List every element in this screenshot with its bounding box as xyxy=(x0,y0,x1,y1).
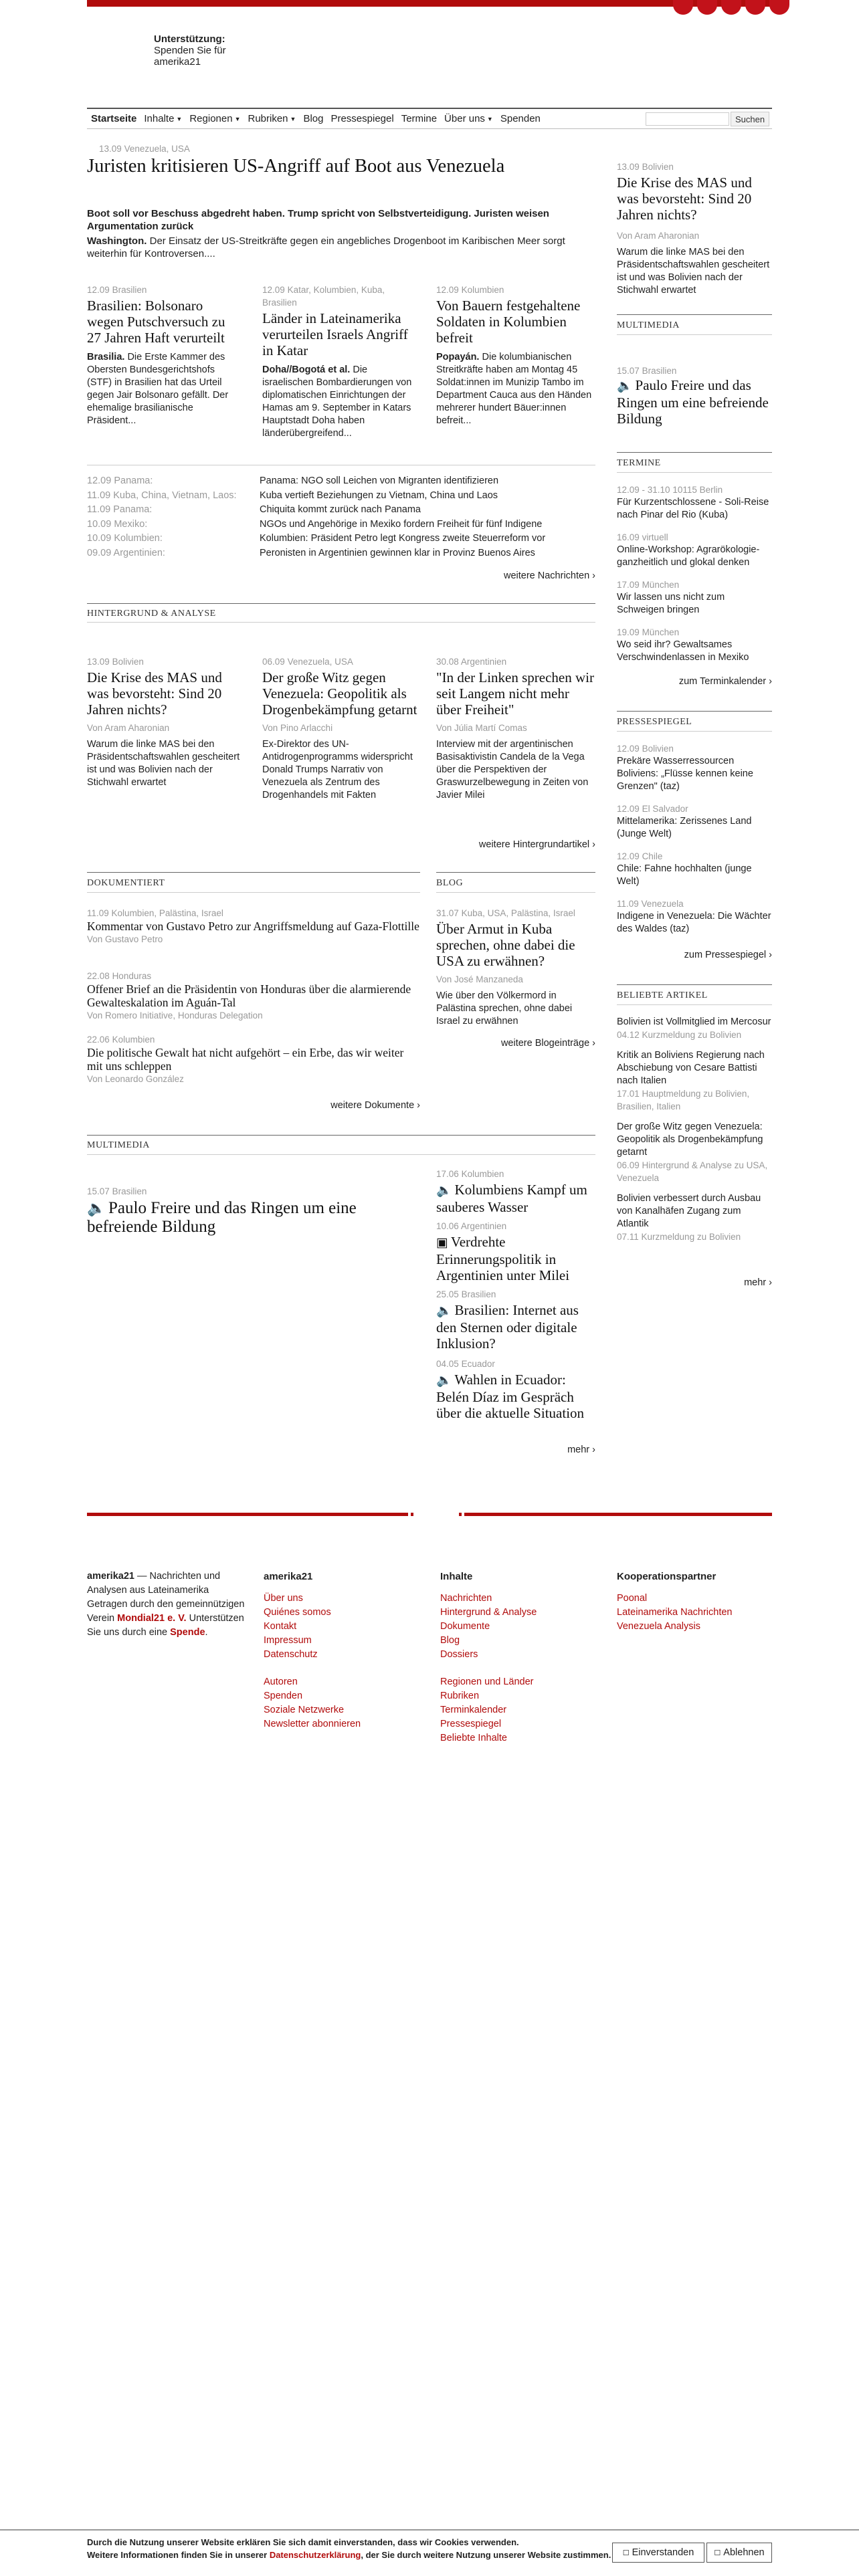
side-mm-date: 15.07 xyxy=(617,366,640,376)
divider xyxy=(617,472,772,473)
popular-meta: 07.11 Kurzmeldung zu Bolivien xyxy=(617,1232,741,1242)
nav-inhalte[interactable] xyxy=(144,113,182,124)
nav-pressespiegel[interactable]: Pressespiegel xyxy=(330,113,394,124)
doc-author[interactable]: Von Romero Initiative, Honduras Delegation xyxy=(87,1010,263,1021)
mm-location[interactable]: Ecuador xyxy=(461,1359,495,1369)
caret-down-icon: ▼ xyxy=(486,116,493,123)
short-location: Kuba, China, Vietnam, Laos: xyxy=(113,490,237,501)
footer-about-text: — Nachrichten und Analysen aus Lateinamerika Getragen durch den gemeinnützigen Verein xyxy=(87,1571,245,1624)
lead-date: 13.09 xyxy=(99,144,122,154)
popular-meta: 04.12 Kurzmeldung zu Bolivien xyxy=(617,1030,742,1040)
event-date: 16.09 xyxy=(617,532,640,542)
sidebar-label-termine[interactable]: TERMINE xyxy=(617,458,661,468)
press-title[interactable]: Mittelamerika: Zerissenes Land (Junge Welt) xyxy=(617,816,752,839)
mm-date: 04.05 xyxy=(436,1359,459,1369)
bg-text: Warum die linke MAS bei den Präsidentschaftswahlen gescheitert ist und was Bolivien nach der Stichwahl erwartet xyxy=(87,739,240,788)
press-title[interactable]: Chile: Fahne hochhalten (junge Welt) xyxy=(617,863,752,887)
list-item[interactable] xyxy=(87,518,595,532)
cookie-text3: , der Sie durch weitere Nutzung unserer Website zustimmen. xyxy=(361,2550,611,2560)
search-input[interactable] xyxy=(646,112,729,126)
news-title[interactable]: Von Bauern festgehaltene Soldaten in Kolumbien befreit xyxy=(436,298,581,346)
privacy-link[interactable]: Datenschutzerklärung xyxy=(269,2550,361,2560)
sidebar-presse-list xyxy=(617,742,772,945)
speaker-icon: 🔈 xyxy=(436,1184,452,1198)
cookie-text2: Weitere Informationen finden Sie in unserer xyxy=(87,2550,270,2560)
news-item xyxy=(262,284,420,440)
event-location: München xyxy=(642,627,680,637)
press-item[interactable] xyxy=(617,897,772,936)
sidebar-label-presse[interactable]: PRESSESPIEGEL xyxy=(617,717,692,727)
bg-date: 30.08 xyxy=(436,657,459,667)
news-location[interactable]: Kolumbien xyxy=(461,285,504,295)
sidebar-top-article xyxy=(617,160,772,297)
more-news-link[interactable]: weitere Nachrichten › xyxy=(504,570,595,581)
short-date: 10.09 xyxy=(87,518,112,530)
doc-title[interactable]: Die politische Gewalt hat nicht aufgehört – ein Erbe, das wir weiter mit uns schleppen xyxy=(87,1046,404,1073)
footer-link[interactable]: Lateinamerika Nachrichten xyxy=(617,1607,733,1618)
mm-location[interactable]: Brasilien xyxy=(112,1186,147,1196)
side-top-text: Warum die linke MAS bei den Präsidentschaftswahlen gescheitert ist und was Bolivien nach der Stichwahl erwartet xyxy=(617,247,770,296)
news-date: 12.09 xyxy=(87,285,110,295)
sidebar-popular-list xyxy=(617,1016,772,1251)
cookie-accept-button[interactable] xyxy=(612,2543,704,2563)
event-location: München xyxy=(642,580,680,590)
doc-author[interactable]: Von Leonardo González xyxy=(87,1074,184,1084)
event-title[interactable]: Wo seid ihr? Gewaltsames Verschwindenlassen in Mexiko xyxy=(617,639,749,663)
footer-support-text: Unterstützen Sie uns durch eine xyxy=(87,1613,244,1638)
press-item[interactable] xyxy=(617,742,772,793)
popular-title[interactable]: Bolivien ist Vollmitglied im Mercosur xyxy=(617,1016,771,1027)
divider xyxy=(617,731,772,732)
footer-about: amerika21 — Nachrichten und Analysen aus Lateinamerika Getragen durch den gemeinnützigen Verein Mondial21 e. V. Unterstützen Sie uns durch eine Spende. xyxy=(87,1571,245,1638)
speaker-icon: 🔈 xyxy=(436,1374,452,1388)
mm-date: 15.07 xyxy=(87,1186,110,1196)
popular-meta: 17.01 Hauptmeldung zu Bolivien, Brasilien, Italien xyxy=(617,1089,750,1111)
popular-item[interactable] xyxy=(617,1016,772,1041)
news-place: Doha//Bogotá et al. xyxy=(262,364,351,375)
footer-col1-title: amerika21 xyxy=(264,1571,313,1582)
short-date: 10.09 xyxy=(87,533,112,544)
mm-title[interactable]: Kolumbiens Kampf um sauberes Wasser xyxy=(436,1182,587,1215)
divider xyxy=(436,892,595,893)
news-item xyxy=(87,284,242,427)
footer-link[interactable]: Regionen und Länder xyxy=(440,1677,534,1687)
news-place: Popayán. xyxy=(436,352,480,362)
mm-location[interactable]: Brasilien xyxy=(461,1289,496,1299)
mm-title-wrap[interactable] xyxy=(436,1234,595,1283)
popular-title[interactable]: Der große Witz gegen Venezuela: Geopolitik als Drogenbekämpfung getarnt xyxy=(617,1121,763,1158)
footer-link[interactable]: Impressum xyxy=(264,1635,312,1646)
social-icons xyxy=(673,0,789,15)
popular-title[interactable]: Kritik an Boliviens Regierung nach Abschiebung von Cesare Battisti nach Italien xyxy=(617,1050,765,1086)
speaker-icon: 🔈 xyxy=(87,1200,106,1216)
divider xyxy=(87,1154,595,1155)
lead-location[interactable]: Venezuela, USA xyxy=(124,144,190,154)
short-date: 12.09 xyxy=(87,475,112,486)
caret-down-icon: ▼ xyxy=(176,116,183,123)
short-date: 11.09 xyxy=(87,504,111,515)
footer-brand: amerika21 xyxy=(87,1571,134,1582)
side-mm-title[interactable]: Paulo Freire und das Ringen um eine befreiende Bildung xyxy=(617,377,769,427)
event-item[interactable] xyxy=(617,626,772,664)
event-title[interactable]: Online-Workshop: Agrarökologie-ganzheitlich und glokal denken xyxy=(617,544,760,568)
nav-regionen-label: Regionen xyxy=(189,113,233,124)
press-date: 12.09 xyxy=(617,851,640,861)
lead-title[interactable]: Juristen kritisieren US-Angriff auf Boot aus Venezuela xyxy=(87,156,505,177)
news-place: Brasilia. xyxy=(87,352,125,362)
footer-link[interactable]: Kontakt xyxy=(264,1621,297,1632)
document-item xyxy=(87,907,420,946)
nav-blog[interactable]: Blog xyxy=(303,113,324,124)
doc-location[interactable]: Honduras xyxy=(112,971,152,981)
more-background-link[interactable]: weitere Hintergrundartikel › xyxy=(478,839,595,850)
news-text: Die israelischen Bombardierungen von diplomatischen Einrichtungen der Hamas am 9. September in Katars Hauptstadt Doha haben länderübergreifend... xyxy=(262,364,412,439)
side-mm-location[interactable]: Brasilien xyxy=(642,366,677,376)
footer-accent-line xyxy=(87,1513,408,1516)
bg-location[interactable]: Venezuela, USA xyxy=(287,657,353,667)
bg-title[interactable]: Die Krise des MAS und was bevorsteht: Sind 20 Jahren nichts? xyxy=(87,669,222,718)
mm-title-wrap[interactable] xyxy=(436,1372,595,1421)
search-button[interactable]: Suchen xyxy=(731,112,769,126)
mm-main-title-wrap[interactable] xyxy=(87,1199,420,1237)
sidebar-label-multimedia[interactable]: MULTIMEDIA xyxy=(617,320,680,330)
more-blog-link[interactable]: weitere Blogeinträge › xyxy=(500,1038,595,1049)
lead-subtitle: Boot soll vor Beschuss abgedreht haben. Trump spricht von Selbstverteidigung. Juristen weisen Argumentation zurück xyxy=(87,208,549,232)
bg-author[interactable]: Von Pino Arlacchi xyxy=(262,723,333,733)
short-title[interactable]: Kuba vertieft Beziehungen zu Vietnam, China und Laos xyxy=(260,490,498,501)
checkbox-icon: ☐ xyxy=(714,2549,721,2557)
footer-col-amerika21 xyxy=(264,1570,417,1731)
short-date: 11.09 xyxy=(87,490,111,501)
footer-link[interactable]: Beliebte Inhalte xyxy=(440,1733,507,1743)
news-date: 12.09 xyxy=(262,285,285,295)
list-item[interactable] xyxy=(87,474,595,489)
short-location: Panama: xyxy=(114,475,153,486)
side-location[interactable]: Bolivien xyxy=(642,162,674,172)
support-line2: amerika21 xyxy=(154,56,201,68)
multimedia-item xyxy=(436,1220,595,1283)
lead-place: Washington. xyxy=(87,235,147,247)
event-title[interactable]: Für Kurzentschlossene - Soli-Reise nach Pinar del Rio (Kuba) xyxy=(617,497,769,520)
social-icon[interactable] xyxy=(721,0,741,15)
cookie-accept-label: Einverstanden xyxy=(632,2547,694,2558)
cookie-decline-button[interactable] xyxy=(706,2543,772,2563)
news-text: Die kolumbianischen Streitkräfte haben am Montag 45 Soldat:innen im Munizip Tambo im Department Cauca aus den Händen mehrerer hundert Bäuer:innen befreit... xyxy=(436,352,592,426)
doc-date: 22.06 xyxy=(87,1035,110,1045)
section-label-multimedia[interactable]: MULTIMEDIA xyxy=(87,1140,150,1150)
bg-title[interactable]: "In der Linken sprechen wir seit Langem nicht mehr über Freiheit" xyxy=(436,669,594,718)
footer-link[interactable]: Hintergrund & Analyse xyxy=(440,1607,537,1618)
press-location: Venezuela xyxy=(641,899,684,909)
side-top-author[interactable]: Von Aram Aharonian xyxy=(617,231,700,241)
footer-col3-title: Kooperationspartner xyxy=(617,1571,717,1582)
cookie-text1: Durch die Nutzung unserer Website erklären Sie sich damit einverstanden, dass wir Cookies verwenden. xyxy=(87,2537,519,2547)
popular-more-link[interactable]: mehr › xyxy=(744,1277,772,1288)
footer-link[interactable]: Nachrichten xyxy=(440,1593,492,1604)
footer-accent-line xyxy=(411,1513,413,1516)
short-title[interactable]: Chiquita kommt zurück nach Panama xyxy=(260,504,421,515)
footer-link[interactable]: Venezuela Analysis xyxy=(617,1621,700,1632)
cookie-text xyxy=(87,2536,622,2561)
mm-main-title[interactable]: Paulo Freire und das Ringen um eine befreiende Bildung xyxy=(87,1199,357,1236)
press-location: El Salvador xyxy=(642,804,688,814)
multimedia-item xyxy=(436,1168,595,1215)
divider xyxy=(87,872,420,873)
nav-ueber-uns[interactable] xyxy=(444,113,493,124)
list-item[interactable] xyxy=(87,503,595,518)
footer-link[interactable]: Newsletter abonnieren xyxy=(264,1719,361,1729)
mm-title[interactable]: Verdrehte Erinnerungspolitik in Argentinien unter Milei xyxy=(436,1234,570,1283)
popular-title[interactable]: Bolivien verbessert durch Ausbau von Kanalhäfen Zugang zum Atlantik xyxy=(617,1193,761,1229)
cookie-banner xyxy=(0,2529,859,2576)
press-title[interactable]: Indigene in Venezuela: Die Wächter des Waldes (taz) xyxy=(617,911,771,934)
doc-author[interactable]: Von Gustavo Petro xyxy=(87,934,163,944)
divider xyxy=(87,622,595,623)
event-date: 17.09 xyxy=(617,580,640,590)
footer-accent-line xyxy=(459,1513,462,1516)
press-date: 12.09 xyxy=(617,744,640,754)
short-location: Argentinien: xyxy=(113,547,165,558)
bg-date: 13.09 xyxy=(87,657,110,667)
social-icon[interactable] xyxy=(673,0,693,15)
news-location[interactable]: Brasilien xyxy=(112,285,147,295)
blog-date: 31.07 xyxy=(436,908,459,918)
short-location: Panama: xyxy=(113,504,153,515)
list-item[interactable] xyxy=(87,489,595,504)
footer-col-inhalte xyxy=(440,1570,594,1745)
nav-rubriken-label: Rubriken xyxy=(248,113,288,124)
mm-location[interactable]: Kolumbien xyxy=(461,1169,504,1179)
footer-link[interactable]: Poonal xyxy=(617,1593,648,1604)
divider xyxy=(87,603,595,604)
divider xyxy=(617,314,772,315)
divider xyxy=(617,334,772,335)
news-text: Die Erste Kammer des Obersten Bundesgerichtshofs (STF) in Brasilien hat das Urteil gegen Jair Bolsonaro gefällt. Der ehemalige brasilianische Präsident... xyxy=(87,352,229,426)
footer-accent-line xyxy=(464,1513,772,1516)
support-line1: Spenden Sie für xyxy=(154,45,226,56)
footer-link[interactable]: Dossiers xyxy=(440,1649,478,1660)
checkbox-icon: ☐ xyxy=(622,2549,630,2557)
press-location: Bolivien xyxy=(642,744,674,754)
bg-title[interactable]: Der große Witz gegen Venezuela: Geopolitik als Drogenbekämpfung getarnt xyxy=(262,669,417,718)
nav-regionen[interactable] xyxy=(189,113,240,124)
list-item[interactable] xyxy=(87,546,595,561)
presse-more-link[interactable]: zum Pressespiegel › xyxy=(684,950,772,960)
news-location[interactable]: Katar, Kolumbien, Kuba, Brasilien xyxy=(262,285,385,308)
short-title[interactable]: Peronisten in Argentinien gewinnen klar in Provinz Buenos Aires xyxy=(260,547,535,558)
nav-termine[interactable]: Termine xyxy=(401,113,438,124)
background-item xyxy=(262,655,420,802)
doc-date: 11.09 xyxy=(87,908,109,918)
speaker-icon: 🔈 xyxy=(617,379,633,393)
mm-title[interactable]: Brasilien: Internet aus den Sternen oder digitale Inklusion? xyxy=(436,1302,579,1352)
mm-date: 25.05 xyxy=(436,1289,459,1299)
footer-link[interactable]: Dokumente xyxy=(440,1621,490,1632)
social-icon[interactable] xyxy=(697,0,717,15)
news-item xyxy=(436,284,595,427)
lead-text: Der Einsatz der US-Streitkräfte gegen ein angebliches Drogenboot im Karibischen Meer sorgt weiterhin für Kontroversen.... xyxy=(87,235,565,259)
more-documents-link[interactable]: weitere Dokumente › xyxy=(330,1100,420,1111)
blog-text: Wie über den Völkermord in Palästina sprechen, ohne dabei Israel zu erwähnen xyxy=(436,990,573,1027)
list-item[interactable] xyxy=(87,532,595,546)
press-title[interactable]: Prekäre Wasserressourcen Boliviens: „Flüsse kennen keine Grenzen" (taz) xyxy=(617,756,753,792)
bg-text: Interview mit der argentinischen Basisaktivistin Candela de la Vega über die Perspektiven der Graswurzelbewegung in Zeiten von Javier Milei xyxy=(436,739,589,800)
bg-text: Ex-Direktor des UN-Antidrogenprogramms widerspricht Donald Trumps Narrativ von Venezuela als Zentrum des Drogenhandels mit Fakten xyxy=(262,739,413,800)
popular-item[interactable] xyxy=(617,1192,772,1243)
press-item[interactable] xyxy=(617,850,772,888)
footer-link[interactable]: Soziale Netzwerke xyxy=(264,1705,345,1715)
footer-link[interactable]: Quiénes somos xyxy=(264,1607,331,1618)
bg-location[interactable]: Argentinien xyxy=(460,657,507,667)
divider xyxy=(436,872,595,873)
bg-location[interactable]: Bolivien xyxy=(112,657,144,667)
blog-location[interactable]: Kuba, USA, Palästina, Israel xyxy=(461,908,575,918)
press-date: 12.09 xyxy=(617,804,640,814)
sidebar-label-beliebt[interactable]: BELIEBTE ARTIKEL xyxy=(617,990,708,1000)
top-accent-bar xyxy=(87,0,772,7)
press-item[interactable] xyxy=(617,802,772,841)
main-navigation xyxy=(87,108,772,129)
document-item xyxy=(87,1033,420,1085)
section-label-hintergrund[interactable]: HINTERGRUND & ANALYSE xyxy=(87,609,216,619)
document-item xyxy=(87,970,420,1022)
support-title: Unterstützung: xyxy=(154,33,225,45)
popular-item[interactable] xyxy=(617,1121,772,1184)
background-item xyxy=(87,655,245,789)
mm-location[interactable]: Argentinien xyxy=(460,1221,507,1231)
nav-ueber-uns-label: Über uns xyxy=(444,113,485,124)
event-location: virtuell xyxy=(642,532,668,542)
footer-col-partner xyxy=(617,1570,772,1634)
side-date: 13.09 xyxy=(617,162,640,172)
press-date: 11.09 xyxy=(617,899,639,909)
event-location: Berlin xyxy=(699,485,723,495)
nav-inhalte-label: Inhalte xyxy=(144,113,175,124)
mm-date: 10.06 xyxy=(436,1221,459,1231)
doc-title[interactable]: Offener Brief an die Präsidentin von Honduras über die alarmierende Gewalteskalation im Aguán-Tal xyxy=(87,982,411,1009)
bg-date: 06.09 xyxy=(262,657,285,667)
lead-meta xyxy=(99,142,190,155)
background-item xyxy=(436,655,595,802)
event-date: 12.09 - 31.10 10115 xyxy=(617,485,697,495)
event-date: 19.09 xyxy=(617,627,640,637)
event-item[interactable] xyxy=(617,578,772,617)
footer-link[interactable]: Über uns xyxy=(264,1593,303,1604)
divider xyxy=(617,452,772,453)
multimedia-item xyxy=(436,1358,595,1421)
event-title[interactable]: Wir lassen uns nicht zum Schweigen bringen xyxy=(617,592,725,615)
short-title[interactable]: NGOs und Angehörige in Mexiko fordern Freiheit für fünf Indigene xyxy=(260,518,543,530)
short-location: Mexiko: xyxy=(114,518,148,530)
social-icon[interactable] xyxy=(769,0,789,15)
blog-title[interactable]: Über Armut in Kuba sprechen, ohne dabei die USA zu erwähnen? xyxy=(436,921,575,969)
footer-link[interactable]: Autoren xyxy=(264,1677,298,1687)
termine-more-link[interactable]: zum Terminkalender › xyxy=(678,676,772,687)
multimedia-main xyxy=(87,1185,420,1237)
section-label-blog[interactable]: BLOG xyxy=(436,878,464,888)
short-news-list xyxy=(87,474,595,560)
short-title[interactable]: Panama: NGO soll Leichen von Migranten identifizieren xyxy=(260,475,499,486)
popular-meta: 06.09 Hintergrund & Analyse zu USA, Venezuela xyxy=(617,1160,768,1183)
mm-date: 17.06 xyxy=(436,1169,459,1179)
divider xyxy=(87,892,420,893)
lead-teaser xyxy=(87,235,599,260)
section-label-dokumentiert[interactable]: DOKUMENTIERT xyxy=(87,878,165,888)
doc-date: 22.08 xyxy=(87,971,110,981)
footer-col2-title: Inhalte xyxy=(440,1571,473,1582)
divider xyxy=(617,1004,772,1005)
caret-down-icon: ▼ xyxy=(290,116,296,123)
footer-link[interactable]: Terminkalender xyxy=(440,1705,507,1715)
news-title[interactable]: Brasilien: Bolsonaro wegen Putschversuch zu 27 Jahren Haft verurteilt xyxy=(87,298,225,346)
event-item[interactable] xyxy=(617,484,772,522)
side-top-title[interactable]: Die Krise des MAS und was bevorsteht: Sind 20 Jahren nichts? xyxy=(617,175,752,223)
doc-title[interactable]: Kommentar von Gustavo Petro zur Angriffsmeldung auf Gaza-Flottille xyxy=(87,920,419,933)
divider xyxy=(87,1135,595,1136)
speaker-icon: 🔈 xyxy=(436,1304,452,1318)
video-icon: ▣ xyxy=(436,1236,448,1250)
short-location: Kolumbien: xyxy=(114,533,163,544)
divider xyxy=(617,984,772,985)
side-mm-title-wrap[interactable] xyxy=(617,377,772,427)
doc-location[interactable]: Kolumbien xyxy=(112,1035,155,1045)
footer-verein-link[interactable]: Mondial21 e. V. xyxy=(117,1613,187,1624)
short-date: 09.09 xyxy=(87,547,112,558)
footer-link[interactable]: Blog xyxy=(440,1635,460,1646)
caret-down-icon: ▼ xyxy=(234,116,241,123)
short-title[interactable]: Kolumbien: Präsident Petro legt Kongress zweite Steuerreform vor xyxy=(260,533,546,544)
mm-title-wrap[interactable] xyxy=(436,1302,595,1352)
nav-rubriken[interactable] xyxy=(248,113,296,124)
footer-link[interactable]: Pressespiegel xyxy=(440,1719,502,1729)
support-box[interactable] xyxy=(154,33,226,68)
footer-spende-link[interactable]: Spende xyxy=(170,1627,205,1638)
nav-spenden[interactable]: Spenden xyxy=(500,113,541,124)
nav-startseite[interactable]: Startseite xyxy=(91,113,137,124)
divider xyxy=(617,711,772,712)
bg-author[interactable]: Von Júlia Martí Comas xyxy=(436,723,527,733)
blog-item xyxy=(436,907,595,1028)
bg-author[interactable]: Von Aram Aharonian xyxy=(87,723,170,733)
press-location: Chile xyxy=(642,851,663,861)
footer-link[interactable]: Spenden xyxy=(264,1691,303,1701)
cookie-decline-label: Ablehnen xyxy=(723,2547,765,2558)
news-title[interactable]: Länder in Lateinamerika verurteilen Israels Angriff in Katar xyxy=(262,310,408,358)
event-item[interactable] xyxy=(617,531,772,569)
more-multimedia-link[interactable]: mehr › xyxy=(567,1444,595,1455)
footer-link[interactable]: Datenschutz xyxy=(264,1649,318,1660)
popular-item[interactable] xyxy=(617,1049,772,1113)
sidebar-termine-list xyxy=(617,484,772,673)
news-date: 12.09 xyxy=(436,285,459,295)
mm-title-wrap[interactable] xyxy=(436,1182,595,1215)
footer-link[interactable]: Rubriken xyxy=(440,1691,480,1701)
doc-location[interactable]: Kolumbien, Palästina, Israel xyxy=(111,908,223,918)
mm-title[interactable]: Wahlen in Ecuador: Belén Díaz im Gespräch über die aktuelle Situation xyxy=(436,1372,585,1421)
blog-author[interactable]: Von José Manzaneda xyxy=(436,974,523,984)
social-icon[interactable] xyxy=(745,0,765,15)
sidebar-multimedia-item xyxy=(617,364,772,427)
multimedia-item xyxy=(436,1288,595,1352)
